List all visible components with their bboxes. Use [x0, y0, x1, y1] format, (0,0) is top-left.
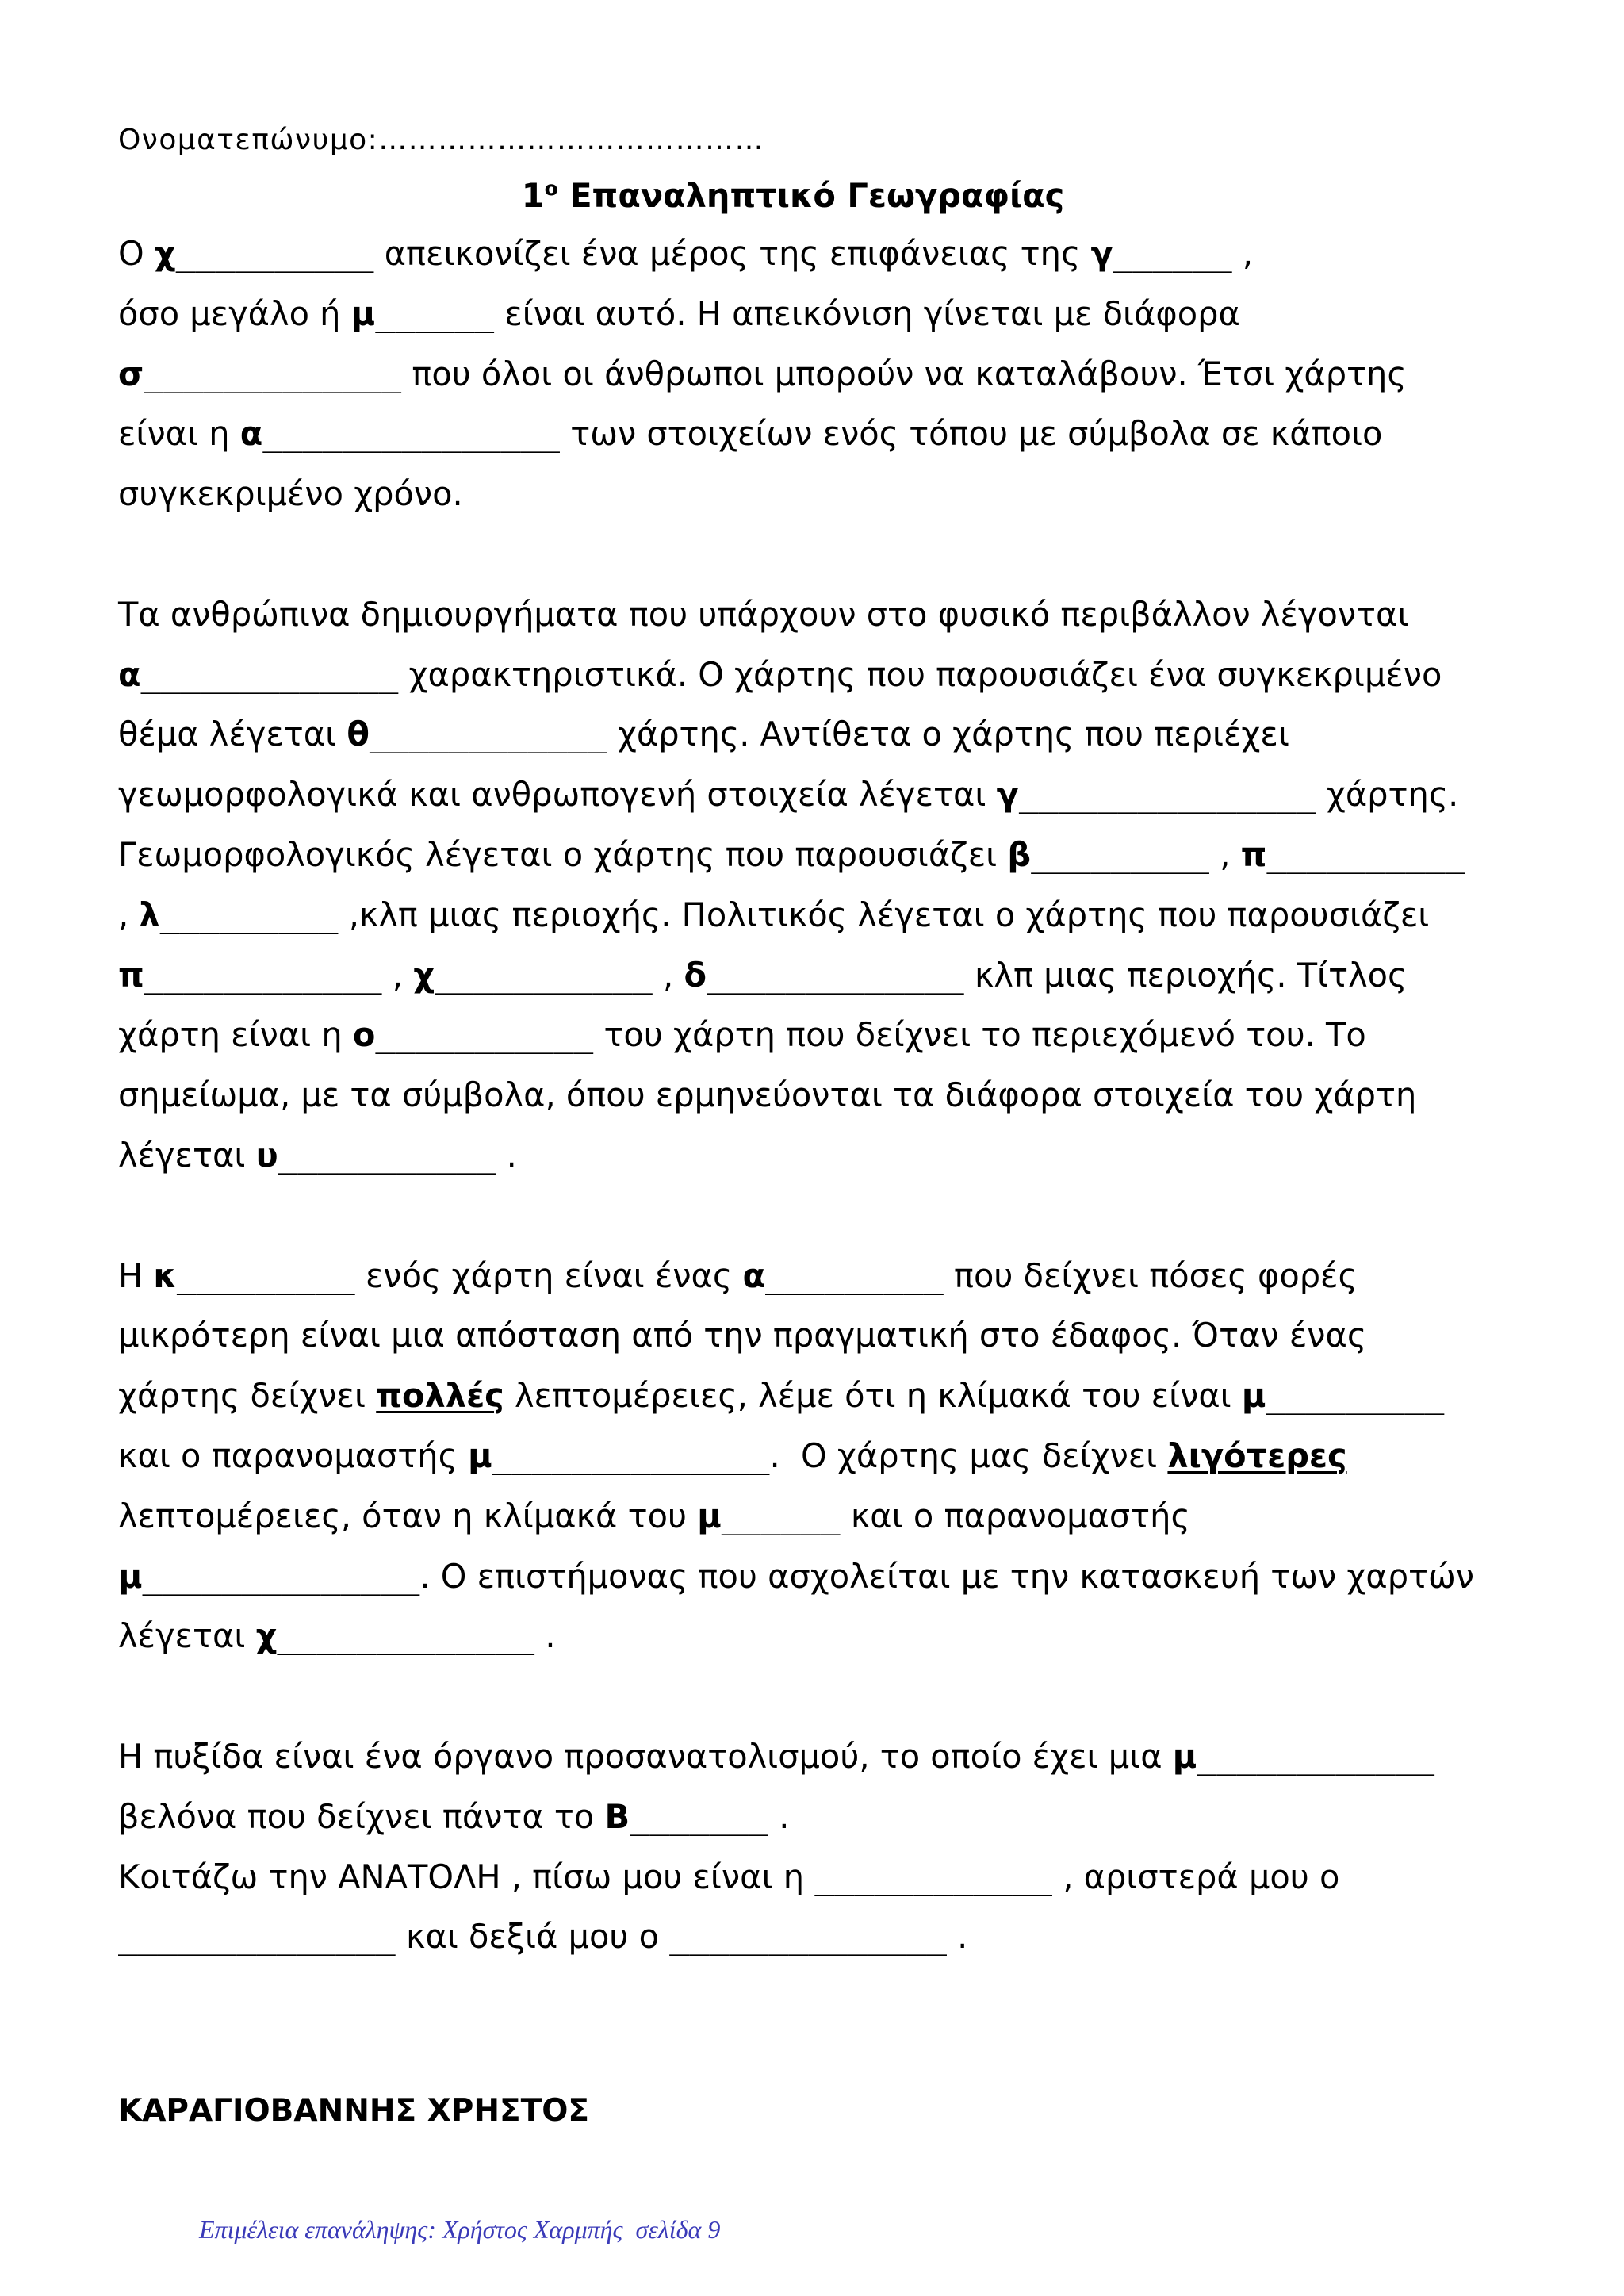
text-run: που όλοι οι άνθρωποι μπορούν να καταλάβουν. Έτσι χάρτης	[401, 354, 1407, 393]
text-run: σημείωμα, με τα σύμβολα, όπου ερμηνεύονται τα διάφορα στοιχεία του χάρτη	[118, 1075, 1417, 1115]
worksheet-body	[118, 224, 1545, 2027]
bold-initial-letter: μ	[1172, 1736, 1197, 1776]
bold-initial-letter: Β	[604, 1796, 630, 1836]
bold-initial-letter: υ	[255, 1135, 278, 1175]
text-line	[118, 344, 1545, 404]
underlined-bold-word: λιγότερες	[1167, 1435, 1347, 1475]
text-line	[118, 945, 1545, 1006]
fill-in-blank: _____________	[277, 1616, 535, 1656]
text-run: .	[768, 1796, 790, 1836]
bold-initial-letter: α	[742, 1255, 765, 1295]
text-line	[118, 1787, 1545, 1847]
text-line	[118, 224, 1545, 284]
text-run: Ο	[118, 234, 155, 273]
text-line	[118, 1606, 1545, 1666]
text-line	[118, 1426, 1545, 1486]
text-run: . Ο επιστήμονας που ασχολείται με την κατασκευή των χαρτών	[419, 1556, 1474, 1596]
text-run: χάρτης.	[1316, 775, 1459, 815]
student-name-label: Ονοματεπώνυμο:	[118, 124, 379, 156]
bold-initial-letter: α	[239, 414, 263, 454]
fill-in-blank: ____________	[1197, 1736, 1435, 1776]
text-run: βελόνα που δείχνει πάντα το	[118, 1796, 605, 1836]
text-run: και ο παρανομαστής	[840, 1496, 1190, 1535]
text-run: και ο παρανομαστής	[118, 1435, 469, 1475]
text-run: θέμα λέγεται	[118, 715, 347, 754]
bold-initial-letter: λ	[139, 895, 160, 934]
bold-initial-letter: σ	[118, 354, 144, 393]
text-line	[118, 1065, 1545, 1125]
text-run: συγκεκριμένο χρόνο.	[118, 474, 463, 514]
text-line	[118, 1005, 1545, 1065]
fill-in-blank: ______________	[142, 1556, 420, 1596]
fill-in-blank: ___________	[375, 1015, 594, 1055]
fill-in-blank: ______________	[118, 1917, 396, 1957]
text-run: και δεξιά μου ο	[395, 1917, 670, 1957]
bold-initial-letter: γ	[996, 775, 1019, 815]
text-run: απεικονίζει ένα μέρος της επιφάνειας της	[373, 234, 1091, 273]
text-run: .	[496, 1135, 517, 1175]
bold-initial-letter: π	[1240, 834, 1267, 874]
paragraph	[118, 1727, 1545, 1967]
text-line	[118, 1246, 1545, 1306]
text-run: ,	[1231, 234, 1254, 273]
underlined-bold-word: πολλές	[376, 1376, 504, 1416]
text-line	[118, 1727, 1545, 1787]
text-run: χάρτης δείχνει	[118, 1376, 377, 1416]
text-run: .	[946, 1917, 968, 1957]
bold-initial-letter: μ	[350, 293, 376, 333]
text-run: ,κλπ μιας περιοχής. Πολιτικός λέγεται ο χάρτης που παρουσιάζει	[338, 895, 1430, 934]
bold-initial-letter: χ	[154, 234, 176, 273]
text-line	[118, 1125, 1545, 1186]
fill-in-blank: _______	[630, 1796, 769, 1836]
fill-in-blank: ____________	[814, 1857, 1053, 1896]
text-run: μικρότερη είναι μια απόσταση από την πραγματική στο έδαφος. Όταν ένας	[118, 1316, 1367, 1355]
text-line	[118, 645, 1545, 705]
author-signature: ΚΑΡΑΓΙΟΒΑΝΝΗΣ ΧΡΗΣΤΟΣ	[118, 2093, 590, 2129]
bold-initial-letter: θ	[347, 715, 370, 754]
bold-initial-letter: μ	[697, 1496, 722, 1535]
text-run: χαρακτηριστικά. Ο χάρτης που παρουσιάζει ένα συγκεκριμένο	[398, 654, 1442, 694]
text-run: λέγεται	[118, 1616, 256, 1656]
text-line	[118, 1486, 1545, 1547]
text-line	[118, 1366, 1545, 1426]
bold-initial-letter: μ	[1241, 1376, 1266, 1416]
paragraph	[118, 224, 1545, 524]
bold-initial-letter: π	[118, 955, 144, 995]
fill-in-blank: _____________	[140, 654, 399, 694]
bold-initial-letter: χ	[413, 955, 435, 995]
text-line	[118, 464, 1545, 524]
text-run: των στοιχείων ενός τόπου με σύμβολα σε κάποιο	[560, 414, 1383, 454]
text-run: , αριστερά μου ο	[1052, 1857, 1340, 1896]
fill-in-blank: _____________	[706, 955, 964, 995]
bold-initial-letter: ο	[352, 1015, 376, 1055]
text-line	[118, 1547, 1545, 1607]
text-run: Τα ανθρώπινα δημιουργήματα που υπάρχουν στο φυσικό περιβάλλον λέγονται	[118, 594, 1409, 634]
fill-in-blank: ______________	[492, 1435, 770, 1475]
text-line	[118, 284, 1545, 344]
text-run: ,	[1209, 834, 1241, 874]
fill-in-blank: _________	[1031, 834, 1210, 874]
text-line	[118, 1847, 1545, 1907]
fill-in-blank: _______________	[1018, 775, 1316, 815]
fill-in-blank: __________	[1266, 834, 1465, 874]
text-run: .	[534, 1616, 556, 1656]
text-run: Η πυξίδα είναι ένα όργανο προσανατολισμού, το οποίο έχει μια	[118, 1736, 1173, 1776]
text-run: όσο μεγάλο ή	[118, 293, 351, 333]
text-line	[118, 1305, 1545, 1366]
fill-in-blank: _________	[764, 1255, 944, 1295]
text-run: είναι αυτό. Η απεικόνιση γίνεται με διάφορα	[494, 293, 1240, 333]
text-run: . Ο χάρτης μας δείχνει	[769, 1435, 1168, 1475]
text-line	[118, 885, 1545, 945]
bold-initial-letter: μ	[468, 1435, 492, 1475]
fill-in-blank: _________	[176, 1255, 355, 1295]
fill-in-blank: _______________	[262, 414, 561, 454]
text-line	[118, 765, 1545, 825]
fill-in-blank: _____________	[144, 354, 402, 393]
text-run: ενός χάρτη είναι ένας	[354, 1255, 743, 1295]
page-footer: Επιμέλεια επανάληψης: Χρήστος Χαρμπής σελίδα 9	[199, 2215, 721, 2244]
fill-in-blank: _________	[1266, 1376, 1445, 1416]
fill-in-blank: __________	[175, 234, 374, 273]
paragraph	[118, 1246, 1545, 1667]
student-name-dots: …………………………………	[378, 124, 764, 156]
text-run: λέγεται	[118, 1135, 256, 1175]
text-line	[118, 704, 1545, 765]
bold-initial-letter: α	[118, 654, 141, 694]
text-run: ,	[381, 955, 414, 995]
fill-in-blank: ___________	[278, 1135, 496, 1175]
fill-in-blank: ____________	[144, 955, 382, 995]
bold-initial-letter: κ	[153, 1255, 177, 1295]
fill-in-blank: ____________	[369, 715, 607, 754]
text-run: χάρτης. Αντίθετα ο χάρτης που περιέχει	[607, 715, 1289, 754]
text-run: ,	[652, 955, 684, 995]
bold-initial-letter: μ	[118, 1556, 143, 1596]
title-number: 1	[521, 176, 545, 215]
text-run: λεπτομέρειες, όταν η κλίμακά του	[118, 1496, 698, 1535]
fill-in-blank: ______	[375, 293, 495, 333]
text-run: είναι η	[118, 414, 240, 454]
text-run: Γεωμορφολογικός λέγεται ο χάρτης που παρουσιάζει	[118, 834, 1008, 874]
text-run: γεωμορφολογικά και ανθρωπογενή στοιχεία λέγεται	[118, 775, 997, 815]
text-line	[118, 825, 1545, 885]
text-run: Κοιτάζω την ΑΝΑΤΟΛΗ , πίσω μου είναι η	[118, 1857, 815, 1896]
text-run: Η	[118, 1255, 154, 1295]
text-line	[118, 1907, 1545, 1967]
fill-in-blank: _________	[159, 895, 339, 934]
fill-in-blank: ___________	[435, 955, 653, 995]
text-run: του χάρτη που δείχνει το περιεχόμενό του. Το	[593, 1015, 1366, 1055]
student-name-line	[118, 113, 764, 168]
paragraph	[118, 585, 1545, 1186]
bold-initial-letter: β	[1007, 834, 1032, 874]
text-line	[118, 585, 1545, 645]
title-superscript: ο	[544, 177, 558, 201]
fill-in-blank: ______	[1113, 234, 1232, 273]
bold-initial-letter: δ	[684, 955, 707, 995]
text-run: που δείχνει πόσες φορές	[943, 1255, 1358, 1295]
bold-initial-letter: χ	[255, 1616, 278, 1656]
worksheet-title	[118, 168, 1468, 224]
bold-initial-letter: γ	[1090, 234, 1113, 273]
text-run: χάρτη είναι η	[118, 1015, 353, 1055]
text-run: κλπ μιας περιοχής. Τίτλος	[963, 955, 1408, 995]
fill-in-blank: ______________	[669, 1917, 947, 1957]
text-run: λεπτομέρειες, λέμε ότι η κλίμακά του είναι	[504, 1376, 1242, 1416]
title-text: Επαναληπτικό Γεωγραφίας	[557, 176, 1065, 215]
text-line	[118, 404, 1545, 464]
fill-in-blank: ______	[721, 1496, 841, 1535]
text-run: ,	[118, 895, 140, 934]
